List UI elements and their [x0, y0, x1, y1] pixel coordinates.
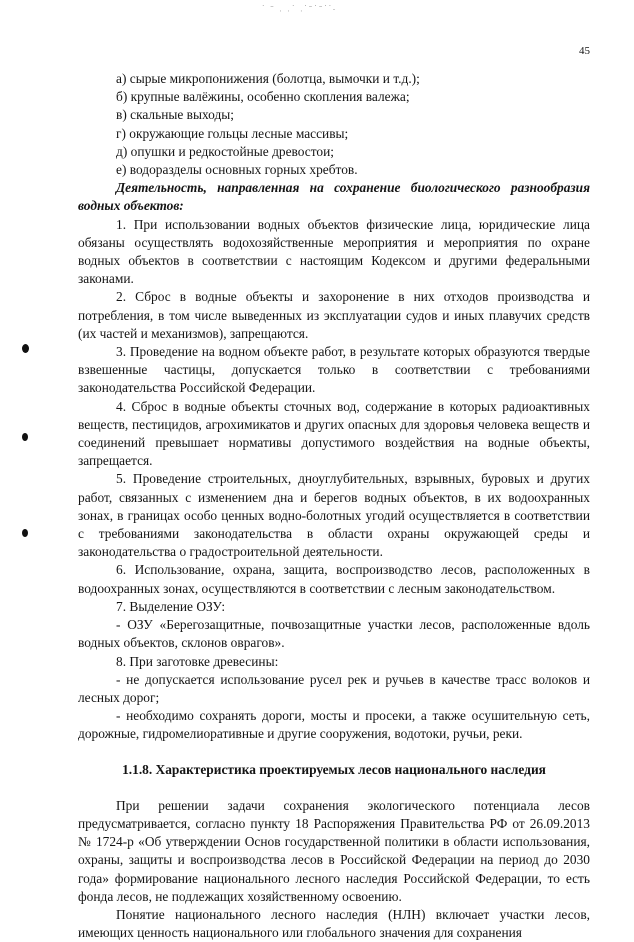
paragraph: Понятие национального лесного наследия (НЛН) включает участки лесов, имеющих ценность национального или глобального значения для сохранения [78, 906, 590, 941]
list-item: а) сырые микропонижения (болотца, вымочки и т.д.); [116, 71, 420, 86]
list-item: е) водоразделы основных горных хребтов. [116, 162, 358, 178]
paragraph: 6. Использование, охрана, защита, воспроизводство лесов, расположенных в водоохранных зонах, осуществляются в соответствии с лесным законодательством. [78, 562, 590, 596]
paragraph: 7. Выделение ОЗУ: [116, 598, 226, 614]
paragraph: 1. При использовании водных объектов физические лица, юридические лица обязаны осуществлять водохозяйственные мероприятия и мероприятия по охране водных объектов в соответствии с настоящим Кодексом и другими федеральными законами. [78, 216, 590, 287]
paragraph: 5. Проведение строительных, дноуглубительных, взрывных, буровых и других работ, связанных с изменением дна и берегов водных объектов, в их водоохранных зонах, в границах особо ценных водно-болотных угодий осуществляется в соответствии с требованиями законодательства в области охраны окружающей среды и законодательства о градостроительной деятельности. [78, 471, 590, 560]
scan-artifact: ˙ ⁻ ˌ ˌ˙ ˌ˙⁻˙⁻˙˙. [262, 4, 337, 12]
document-body [78, 70, 590, 942]
paragraph: 2. Сброс в водные объекты и захоронение в них отходов производства и потребления, в том числе выведенных из эксплуатации судов и иных плавучих средств (их частей и механизмов), запрещаются. [78, 289, 590, 341]
list-item: д) опушки и редкостойные древостои; [116, 143, 334, 159]
list-item: б) крупные валёжины, особенно скопления валежа; [116, 89, 410, 105]
paragraph: При решении задачи сохранения экологического потенциала лесов предусматривается, согласно пункту 18 Распоряжения Правительства РФ от 26.09.2013 № 1724-р «Об утверждении Основ государственной политики в области использования, охраны, защиты и воспроизводства лесов в Российской Федерации на период до 2030 года» формирование национального лесного наследия Российской Федерации, то есть фонда лесов, не подлежащих хозяйственному освоению. [78, 797, 590, 904]
page-number: 45 [579, 45, 590, 57]
section-heading: 1.1.8. Характеристика проектируемых лесов национального наследия [122, 761, 546, 777]
punch-hole-mark [22, 344, 29, 353]
punch-hole-mark [22, 529, 28, 537]
list-item: в) скальные выходы; [116, 107, 235, 123]
paragraph: - ОЗУ «Берегозащитные, почвозащитные участки лесов, расположенные вдоль водных объектов, склонов оврагов». [78, 617, 590, 651]
section-title: Деятельность, направленная на сохранение биологического разнообразия водных объектов: [78, 180, 590, 214]
paragraph: 4. Сброс в водные объекты сточных вод, содержание в которых радиоактивных веществ, пестицидов, агрохимикатов и других опасных для здоровья человека веществ и соединений превышает нормативы допустимого воздействия на водные объекты, запрещается. [78, 398, 590, 469]
paragraph: 3. Проведение на водном объекте работ, в результате которых образуются твердые взвешенные частицы, допускается только в соответствии с требованиями законодательства Российской Федерации. [78, 344, 590, 396]
paragraph: 8. При заготовке древесины: [116, 653, 279, 669]
punch-hole-mark [22, 433, 28, 441]
paragraph: - не допускается использование русел рек и ручьев в качестве трасс волоков и лесных дорог; [78, 671, 590, 705]
paragraph: - необходимо сохранять дороги, мосты и просеки, а также осушительную сеть, дорожные, гидромелиоративные и другие сооружения, водотоки, ручьи, реки. [78, 708, 590, 742]
list-item: г) окружающие гольцы лесные массивы; [116, 125, 349, 141]
